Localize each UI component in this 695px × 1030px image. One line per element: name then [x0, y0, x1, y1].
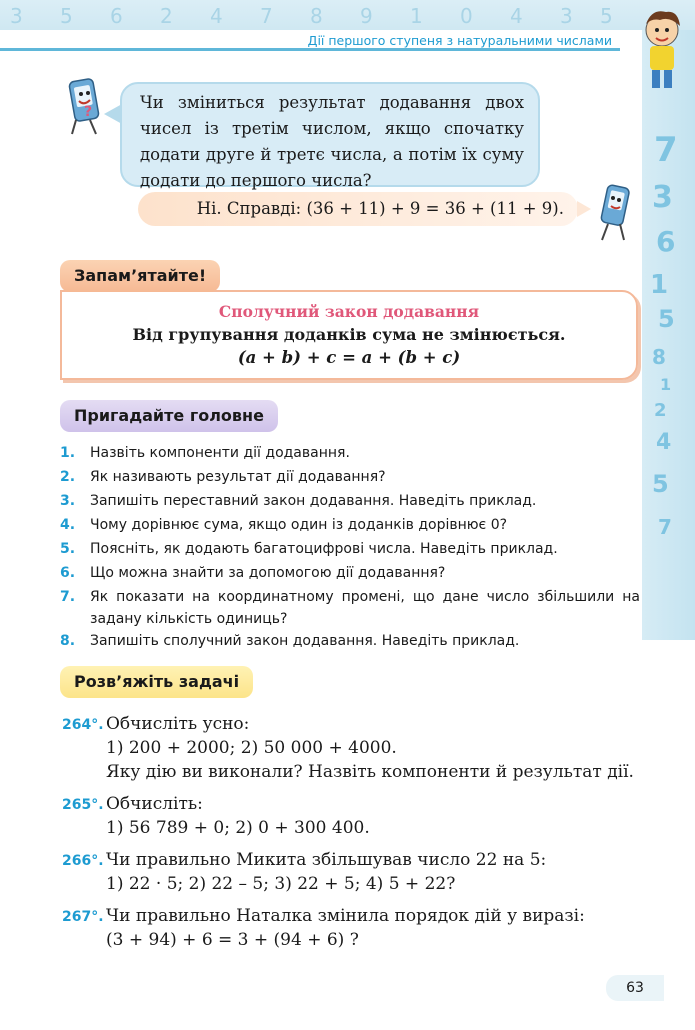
decor-digit: 3: [652, 180, 673, 215]
decor-digit: 6: [110, 4, 123, 28]
running-header: Дії першого ступеня з натуральними числами: [307, 33, 612, 48]
recall-section-tab: Пригадайте головне: [60, 400, 278, 432]
rule-title: Сполучний закон додавання: [218, 302, 480, 321]
question-text: Чи зміниться результат додавання двох чисел із третім числом, якщо спочатку додати друге й третє числа, а потім їх суму додати до першого числа?: [140, 93, 524, 190]
decor-digit: 7: [658, 515, 672, 539]
question-text: Як показати на координатному промені, що дане число збільшили на задану кількість одиниць?: [90, 589, 640, 627]
decor-digit: 1: [650, 270, 669, 300]
page-number: 63: [606, 975, 664, 1001]
question-text: Назвіть компоненти дії додавання.: [90, 445, 350, 461]
rule-statement: Від групування доданків сума не змінюється.: [132, 325, 566, 344]
decor-digit: 6: [656, 225, 676, 258]
decor-digit: 1: [410, 4, 423, 28]
question-text: Що можна знайти за допомогою дії додавання?: [90, 565, 446, 581]
question-text: Поясніть, як додають багатоцифрові числа. Наведіть приклад.: [90, 541, 558, 557]
decor-digit: 0: [460, 4, 473, 28]
question-text: Чому дорівнює сума, якщо один із доданків дорівнює 0?: [90, 517, 508, 533]
problem-text: Чи правильно Микита збільшував число 22 на 5:: [106, 850, 547, 870]
question-speech-bubble: [120, 82, 540, 190]
question-number: 1.: [60, 445, 76, 461]
rule-formula: (a + b) + c = a + (b + c): [237, 348, 461, 367]
decor-digit: 2: [160, 4, 173, 28]
solve-section-tab: Розв’яжіть задачі: [60, 666, 253, 698]
question-number: 2.: [60, 469, 76, 485]
question-number: 7.: [60, 589, 76, 605]
top-decorative-band: [0, 0, 695, 30]
decor-digit: 4: [510, 4, 523, 28]
question-text: Як називають результат дії додавання?: [90, 469, 386, 485]
problem-number: 266°.: [62, 853, 104, 869]
decor-digit: 8: [310, 4, 323, 28]
decor-digit: 3: [560, 4, 573, 28]
answer-speech-bubble: [138, 192, 578, 226]
phone-character-illustration: [62, 76, 110, 138]
decor-digit: 5: [658, 305, 675, 333]
decor-digit: 5: [60, 4, 73, 28]
decor-digit: 5: [600, 4, 613, 28]
decor-digit: 5: [652, 470, 669, 498]
problem-text: Чи правильно Наталка змінила порядок дій у виразі:: [106, 906, 585, 926]
problem-number: 267°.: [62, 909, 104, 925]
answer-text: Ні. Справді: (36 + 11) + 9 = 36 + (11 + 9).: [196, 199, 564, 218]
decor-digit: 8: [652, 345, 666, 369]
decor-digit: 2: [654, 400, 667, 421]
question-number: 4.: [60, 517, 76, 533]
decor-digit: 7: [654, 130, 678, 170]
decor-digit: 3: [10, 4, 23, 28]
question-number: 6.: [60, 565, 76, 581]
problem-text: 1) 22 · 5; 2) 22 – 5; 3) 22 + 5; 4) 5 + 22?: [106, 874, 456, 894]
problem-text: 1) 200 + 2000; 2) 50 000 + 4000.: [106, 738, 397, 758]
svg-text:?: ?: [84, 104, 93, 120]
problem-number: 265°.: [62, 797, 104, 813]
problem-text: (3 + 94) + 6 = 3 + (94 + 6) ?: [106, 930, 359, 950]
header-divider: [0, 48, 620, 51]
problem-text: Обчисліть усно:: [106, 714, 250, 734]
decor-digit: 7: [260, 4, 273, 28]
question-text: Запишіть сполучний закон додавання. Наведіть приклад.: [90, 633, 520, 649]
question-text: Запишіть переставний закон додавання. Наведіть приклад.: [90, 493, 537, 509]
decor-digit: 4: [656, 430, 672, 455]
boy-character-illustration: [630, 0, 692, 95]
question-number: 3.: [60, 493, 76, 509]
rule-box: [60, 290, 638, 380]
question-number: 5.: [60, 541, 76, 557]
problem-text: Яку дію ви виконали? Назвіть компоненти й результат дії.: [106, 762, 634, 782]
decor-digit: 9: [360, 4, 373, 28]
problem-text: 1) 56 789 + 0; 2) 0 + 300 400.: [106, 818, 370, 838]
problem-number: 264°.: [62, 717, 104, 733]
remember-section-tab: Запам’ятайте!: [60, 260, 220, 292]
decor-digit: 4: [210, 4, 223, 28]
phone-character-illustration: [592, 182, 638, 244]
decor-digit: 1: [660, 375, 672, 394]
problem-text: Обчисліть:: [106, 794, 203, 814]
right-decorative-strip: [642, 30, 695, 640]
answer-bubble-tail: [577, 201, 591, 217]
question-number: 8.: [60, 633, 76, 649]
